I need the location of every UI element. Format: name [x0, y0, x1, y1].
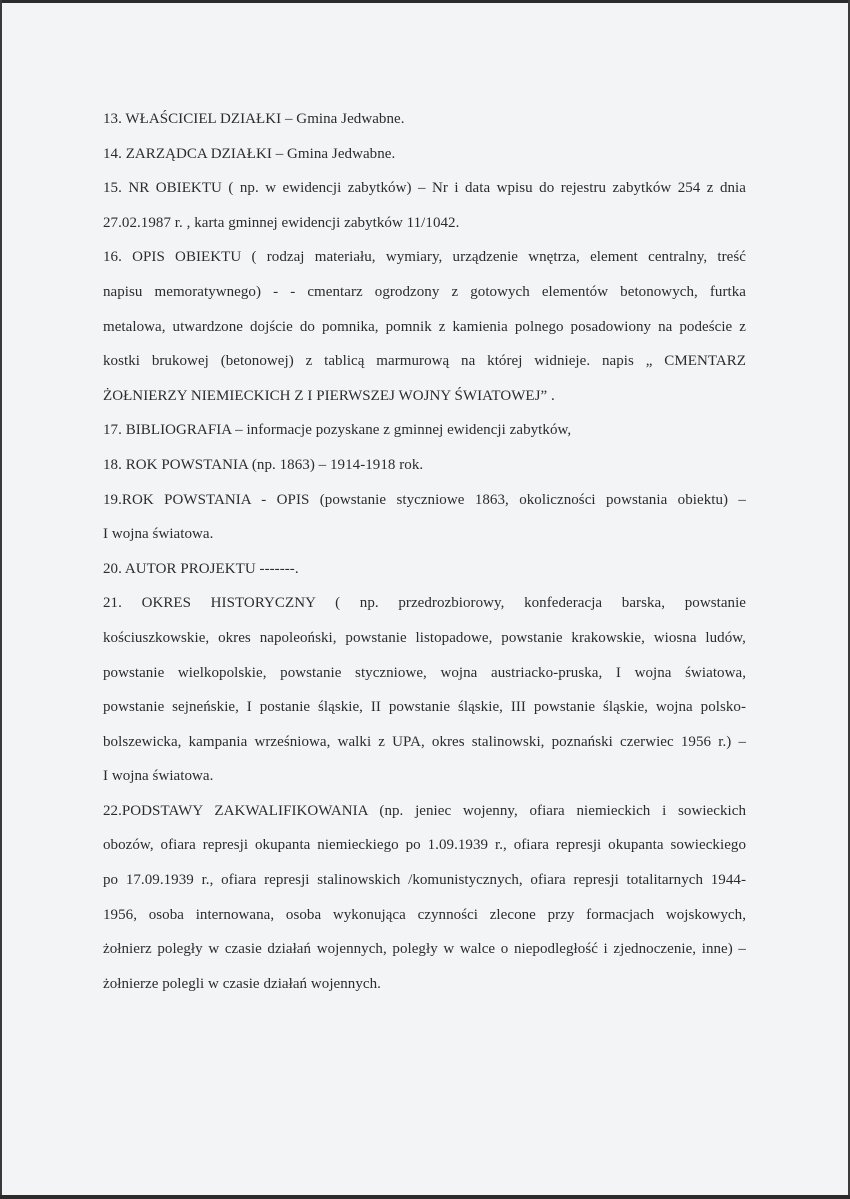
text-line: bolszewicka, kampania wrześniowa, walki z UPA, okres stalinowski, poznański czerwiec 1956 r.) –: [103, 733, 746, 750]
text-line: 15. NR OBIEKTU ( np. w ewidencji zabytków) – Nr i data wpisu do rejestru zabytków 254 z dnia: [103, 180, 746, 197]
scan-border-top: [0, 0, 850, 3]
text-line: 27.02.1987 r. , karta gminnej ewidencji zabytków 11/1042.: [103, 214, 460, 231]
text-line: 22.PODSTAWY ZAKWALIFIKOWANIA (np. jeniec wojenny, ofiara niemieckich i sowieckich: [103, 802, 746, 819]
text-line: obozów, ofiara represji okupanta niemieckiego po 1.09.1939 r., ofiara represji okupanta sowieckiego: [103, 837, 746, 854]
text-line: I wojna światowa.: [103, 526, 214, 543]
text-line: powstanie sejneńskie, I postanie śląskie, II powstanie śląskie, III powstanie śląskie, wojna polsko-: [103, 699, 746, 716]
text-line: 17. BIBLIOGRAFIA – informacje pozyskane z gminnej ewidencji zabytków,: [103, 422, 572, 439]
text-line: ŻOŁNIERZY NIEMIECKICH Z I PIERWSZEJ WOJNY ŚWIATOWEJ” .: [103, 387, 555, 404]
text-line: I wojna światowa.: [103, 768, 214, 785]
text-line: 14. ZARZĄDCA DZIAŁKI – Gmina Jedwabne.: [103, 145, 396, 162]
text-line: 20. AUTOR PROJEKTU -------.: [103, 560, 299, 577]
document-body: [103, 107, 746, 1006]
text-line: kostki brukowej (betonowej) z tablicą marmurową na której widnieje. napis „ CMENTARZ: [103, 353, 746, 370]
text-line: napisu memoratywnego) - - cmentarz ogrodzony z gotowych elementów betonowych, furtka: [103, 283, 746, 300]
text-line: 21. OKRES HISTORYCZNY ( np. przedrozbiorowy, konfederacja barska, powstanie: [103, 595, 746, 612]
text-line: żołnierze polegli w czasie działań wojennych.: [103, 975, 381, 992]
text-line: 16. OPIS OBIEKTU ( rodzaj materiału, wymiary, urządzenie wnętrza, element centralny, treść: [103, 249, 746, 266]
text-line: 19.ROK POWSTANIA - OPIS (powstanie styczniowe 1863, okoliczności powstania obiektu) –: [103, 491, 746, 508]
text-line: po 17.09.1939 r., ofiara represji stalinowskich /komunistycznych, ofiara represji totalitarnych 1944-: [103, 872, 746, 889]
text-line: 13. WŁAŚCICIEL DZIAŁKI – Gmina Jedwabne.: [103, 111, 405, 127]
text-line: 18. ROK POWSTANIA (np. 1863) – 1914-1918 rok.: [103, 456, 424, 473]
scan-border-left: [0, 0, 2, 1199]
text-line: metalowa, utwardzone dojście do pomnika, pomnik z kamienia polnego posadowiony na podeście z: [103, 318, 746, 335]
text-line: żołnierz poległy w czasie działań wojennych, poległy w walce o niepodległość i zjednoczenie, inne) –: [103, 941, 746, 958]
scan-border-bottom: [0, 1195, 850, 1199]
text-line: 1956, osoba internowana, osoba wykonująca czynności zlecone przy formacjach wojskowych,: [103, 906, 746, 923]
text-line: kościuszkowskie, okres napoleoński, powstanie listopadowe, powstanie krakowskie, wiosna ludów,: [103, 629, 746, 646]
text-line: powstanie wielkopolskie, powstanie styczniowe, wojna austriacko-pruska, I wojna światowa,: [103, 664, 746, 681]
